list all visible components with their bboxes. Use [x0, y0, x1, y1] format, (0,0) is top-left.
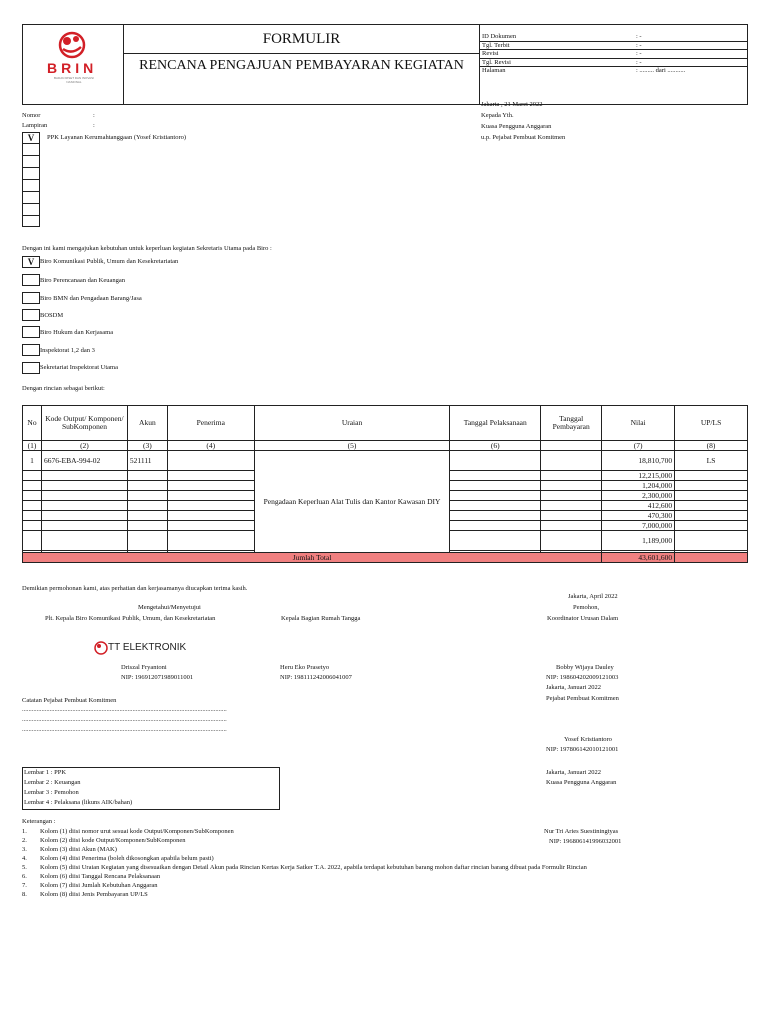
keterangan-item: 1. Kolom (1) diisi nomor urut sesuai kode Output/Komponen/SubKomponen [22, 828, 234, 835]
ppk-checkbox[interactable] [22, 144, 40, 156]
watermark-text: TT ELEKTRONIK [108, 642, 187, 653]
kabag-title: Kepala Bagian Rumah Tangga [281, 615, 361, 622]
total-label: Jumlah Total [23, 553, 602, 563]
keterangan-item: 7. Kolom (7) diisi Jumlah Kebutuhan Anggaran [22, 882, 158, 889]
cell-upls: LS [675, 451, 748, 471]
catatan-line: .............................................................................................................................. [22, 726, 227, 733]
lembar-box [22, 767, 280, 810]
table-header-row [23, 406, 748, 441]
document-meta [480, 25, 747, 104]
keterangan-title: Keterangan : [22, 818, 56, 825]
keterangan-item: 3. Kolom (3) diisi Akun (MAK) [22, 846, 117, 853]
logo-text: BRIN [47, 60, 98, 76]
pemohon-title: Pemohon, [573, 604, 600, 611]
cell-nilai: 412,600 [602, 501, 675, 511]
ppk-checkbox[interactable] [22, 204, 40, 216]
ppk-checkbox[interactable]: V [22, 132, 40, 144]
ppk-checkbox[interactable] [22, 192, 40, 204]
biro-checkbox[interactable] [22, 362, 40, 374]
ppk-option-label: PPK Layanan Kerumahtanggaan (Yosef Kristiantoro) [47, 134, 187, 141]
col-header: No [23, 406, 42, 441]
rincian-table [22, 405, 748, 563]
col-header: Kode Output/ Komponen/ SubKomponen [41, 406, 127, 441]
cell-nilai: 7,000,000 [602, 521, 675, 531]
kpa-title: Kuasa Pengguna Anggaran [546, 779, 617, 786]
ppk-checkbox[interactable] [22, 156, 40, 168]
signer-name: Heru Eko Prasetyo [280, 664, 330, 671]
signer-nip: NIP: 198604202009121003 [546, 674, 619, 681]
rincian-intro: Dengan rincian sebagai berikut: [22, 385, 105, 392]
biro-option-label: Sekretariat Inspektorat Utama [40, 364, 118, 371]
sign-date-3: Jakarta, Januari 2022 [546, 769, 602, 776]
ppk-checkbox[interactable] [22, 180, 40, 192]
signer-name: Nur Tri Aries Suestiningtyas [544, 828, 619, 835]
letter-date: Jakarta , 21 Maret 2022 [481, 101, 543, 108]
signer-name: Yosef Kristiantoro [564, 736, 612, 743]
biro-option-label: Inspektorat 1,2 dan 3 [40, 347, 95, 354]
title-cell [124, 25, 480, 104]
sign-date-1: Jakarta, April 2022 [568, 593, 618, 600]
catatan-title: Catatan Pejabat Pembuat Komitmen [22, 697, 117, 704]
biro-checkbox[interactable]: V [22, 256, 40, 268]
cell-nilai: 18,810,700 [602, 451, 675, 471]
signer-nip: NIP: 196806141996032001 [549, 838, 622, 845]
brin-logo-icon [53, 31, 91, 59]
col-header: UP/LS [675, 406, 748, 441]
logo-cell [23, 25, 124, 104]
cell-nilai: 470,300 [602, 511, 675, 521]
mengetahui-title: Mengetahui/Menyetujui [138, 604, 201, 611]
form-subtitle: RENCANA PENGAJUAN PEMBAYARAN KEGIATAN [139, 58, 464, 73]
ppk-title: Pejabat Pembuat Komitmen [546, 695, 619, 702]
catatan-line: .............................................................................................................................. [22, 706, 227, 713]
catatan-line: .............................................................................................................................. [22, 716, 227, 723]
letter-to: Kepada Yth. [481, 112, 514, 119]
col-header: Tanggal Pembayaran [541, 406, 602, 441]
col-header: Penerima [167, 406, 254, 441]
biro-option-label: Biro BMN dan Pengadaan Barang/Jasa [40, 295, 142, 302]
col-header: Tanggal Pelaksanaan [450, 406, 541, 441]
lampiran-label: Lampiran [22, 122, 48, 129]
cell-nilai: 1,204,000 [602, 481, 675, 491]
biro-checkbox[interactable] [22, 292, 40, 304]
closing-text: Demikian permohonan kami, atas perhatian dan kerjasamanya diucapkan terima kasih. [22, 585, 248, 592]
keterangan-item: 6. Kolom (6) diisi Tanggal Rencana Pelaksanaan [22, 873, 161, 880]
signer-name: Driszal Fryantoni [121, 664, 167, 671]
signer-nip: NIP: 197806142010121001 [546, 746, 619, 753]
document-header [22, 24, 748, 105]
keterangan-item: 8. Kolom (8) diisi Jenis Pembayaran UP/LS [22, 891, 148, 898]
form-title: FORMULIR [124, 25, 479, 54]
biro-option-label: Biro Komunikasi Publik, Umum dan Kesekretariatan [40, 258, 179, 265]
meta-row: Halaman : ......... dari ........... [482, 67, 686, 75]
biro-checkbox[interactable] [22, 309, 40, 321]
table-row [23, 451, 748, 471]
meta-row: Tgl. Terbit : - [480, 42, 747, 51]
col-header: Akun [127, 406, 167, 441]
cell-nilai: 12,215,000 [602, 471, 675, 481]
meta-row: ID Dokumen : - [480, 33, 747, 42]
keterangan-item: 2. Kolom (2) diisi kode Output/Komponen/SubKomponen [22, 837, 186, 844]
ppk-checklist [22, 132, 40, 227]
signer-nip: NIP: 198111242006041007 [280, 674, 352, 681]
signer-name: Bobby Wijaya Dauley [556, 664, 614, 671]
biro-checkbox[interactable] [22, 274, 40, 286]
nomor-colon: : [93, 112, 95, 119]
biro-checkbox[interactable] [22, 326, 40, 338]
intro-text: Dengan ini kami mengajukan kebutuhan untuk keperluan kegiatan Sekretaris Utama pada Biro : [22, 245, 272, 252]
lembar-item: Lembar 4 : Pelaksana (likuns AIK/bahan) [24, 799, 133, 806]
signer-nip: NIP: 196912071989011001 [121, 674, 194, 681]
col-header: Uraian [254, 406, 450, 441]
meta-row: Revisi : - [480, 50, 747, 59]
cell-nilai: 2,300,000 [602, 491, 675, 501]
cell-no: 1 [23, 451, 42, 471]
biro-checkbox[interactable] [22, 344, 40, 356]
col-number-row: (1) (2) (3) (4) (5) (6) (7) (8) [23, 441, 748, 451]
nomor-label: Nomor [22, 112, 41, 119]
sign-date-2: Jakarta, Januari 2022 [546, 684, 602, 691]
ppk-checkbox[interactable] [22, 168, 40, 180]
koordinator-title: Koordinator Urusan Dalam [547, 615, 619, 622]
ppk-checkbox[interactable] [22, 216, 40, 227]
plt-title: Plt. Kepala Biro Komunikasi Publik, Umum, dan Kesekretariatan [45, 615, 216, 622]
letter-to-kpa: Kuasa Pengguna Anggaran [481, 123, 552, 130]
lembar-item: Lembar 2 : Keuangan [24, 779, 81, 786]
cell-kode: 6676-EBA-994-02 [41, 451, 127, 471]
col-header: Nilai [602, 406, 675, 441]
logo-subtitle: BADAN RISET DAN INOVASI NASIONAL [54, 76, 94, 84]
biro-option-label: Biro Hukum dan Kerjasama [40, 329, 114, 336]
meta-row: Tgl. Revisi : - [480, 59, 747, 68]
cell-uraian: Pengadaan Keperluan Alat Tulis dan Kantor Kawasan DIY [254, 451, 450, 553]
biro-option-label: Biro Perencanaan dan Keuangan [40, 277, 126, 284]
total-row [23, 553, 748, 563]
biro-option-label: BOSDM [40, 312, 64, 319]
lembar-item: Lembar 1 : PPK [24, 769, 67, 776]
keterangan-item: 4. Kolom (4) diisi Penerima (boleh dikosongkan apabila belum pasti) [22, 855, 214, 862]
letter-to-ppk: u.p. Pejabat Pembuat Komitmen [481, 134, 566, 141]
lembar-item: Lembar 3 : Pemohon [24, 789, 79, 796]
keterangan-item: 5. Kolom (5) diisi Uraian Kegiatan yang disesuaikan dengan Detail Akun pada Rincian Kertas Kerja Satker T.A. 2022, apabila terdapat kebutuhan barang mohon daftar rincian barang dibuat pada Formulir Rincian [22, 864, 587, 871]
cell-nilai: 1,189,000 [602, 531, 675, 551]
lampiran-colon: : [93, 122, 95, 129]
cell-akun: 521111 [127, 451, 167, 471]
total-value: 43,601,600 [602, 553, 675, 563]
